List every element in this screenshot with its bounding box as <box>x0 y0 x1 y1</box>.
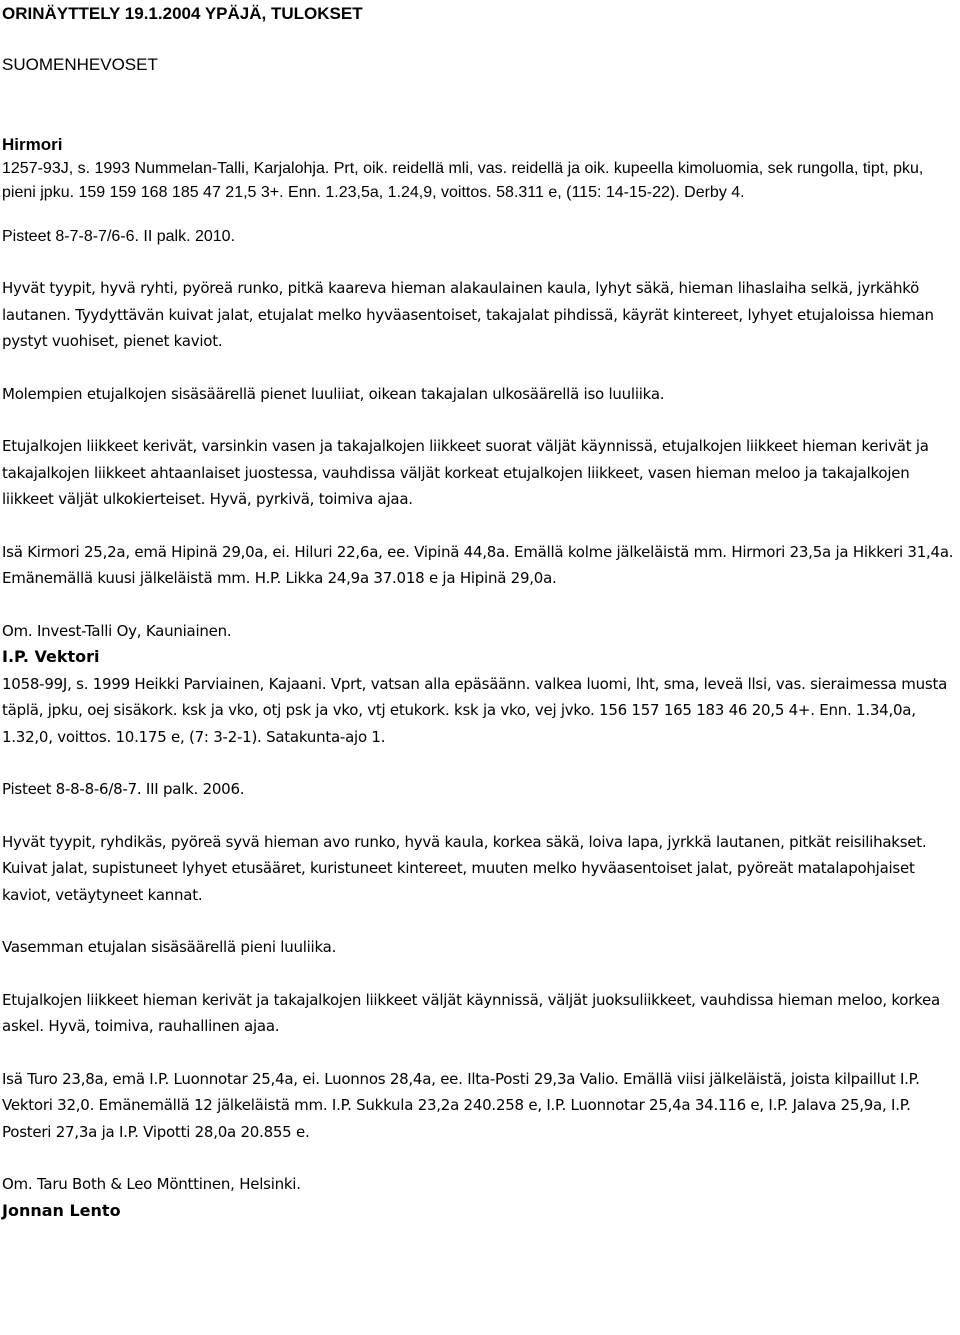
conformation-text: Hyvät tyypit, ryhdikäs, pyöreä syvä hieman avo runko, hyvä kaula, korkea säkä, loiva lapa, jyrkkä lautanen, pitkät reisilihakset. Kuivat jalat, supistuneet lyhyet etusääret, kuristuneet kintereet, muuten melko hyväasentoiset jalat, pyöreät matalapohjaiset kaviot, vetäytyneet kannat. <box>2 832 927 904</box>
movement-text: Etujalkojen liikkeet kerivät, varsinkin vasen ja takajalkojen liikkeet suorat väljät käynnissä, etujalkojen liikkeet hieman kerivät ja takajalkojen liikkeet ahtaanlaiset juostessa, vauhdissa väljät korkeat etujalkojen liikkeet, vasen hieman meloo ja takajalkojen liikkeet väljät ulkokierteiset. Hyvä, pyrkivä, toimiva ajaa. <box>2 437 929 508</box>
horse-score: Pisteet 8-8-8-6/8-7. III palk. 2006. <box>2 780 245 798</box>
owner-text: Om. Invest-Talli Oy, Kauniainen. <box>2 621 232 640</box>
conformation-text: Hyvät tyypit, hyvä ryhti, pyöreä runko, pitkä kaareva hieman alakaulainen kaula, lyhyt säkä, hieman lihaslaiha selkä, jyrkähkö lautanen. Tyydyttävän kuivat jalat, etujalat melko hyväasentoiset, takajalat pihdissä, käyrät kintereet, lyhyet etujaloissa hieman pystyt vuohiset, pienet kaviot. <box>2 279 934 350</box>
horse-name: Jonnan Lento <box>2 1200 121 1220</box>
horse-entry <box>2 644 958 1198</box>
horse-entry <box>2 1198 958 1225</box>
section-title: SUOMENHEVOSET <box>2 55 158 74</box>
horse-score: Pisteet 8-7-8-7/6-6. II palk. 2010. <box>2 228 236 245</box>
horse-name: I.P. Vektori <box>2 647 100 666</box>
owner-text: Om. Taru Both & Leo Mönttinen, Helsinki. <box>2 1175 301 1193</box>
horse-name: Hirmori <box>2 135 63 154</box>
pedigree-text: Isä Turo 23,8a, emä I.P. Luonnotar 25,4a, ei. Luonnos 28,4a, ee. Ilta-Posti 29,3a Valio. Emällä viisi jälkeläistä, joista kilpaillut I.P. Vektori 32,0. Emänemällä 12 jälkeläistä mm. I.P. Sukkula 23,2a 240.258 e, I.P. Luonnotar 25,4a 34.116 e, I.P. Jalava 25,9a, I.P. Posteri 27,3a ja I.P. Vipotti 28,0a 20.855 e. <box>2 1069 920 1141</box>
legs-text: Molempien etujalkojen sisäsäärellä pienet luuliiat, oikean takajalan ulkosäärellä iso luuliika. <box>2 384 665 403</box>
pedigree-text: Isä Kirmori 25,2a, emä Hipinä 29,0a, ei. Hiluri 22,6a, ee. Vipinä 44,8a. Emällä kolme jälkeläistä mm. Hirmori 23,5a ja Hikkeri 31,4a. Emänemällä kuusi jälkeläistä mm. H.P. Likka 24,9a 37.018 e ja Hipinä 29,0a. <box>2 542 954 587</box>
document-page <box>2 0 958 1224</box>
horse-entry <box>2 133 958 644</box>
movement-text: Etujalkojen liikkeet hieman kerivät ja takajalkojen liikkeet väljät käynnissä, väljät juoksuliikkeet, vauhdissa hieman meloo, korkea askel. Hyvä, toimiva, rauhallinen ajaa. <box>2 990 940 1035</box>
horse-details: 1257-93J, s. 1993 Nummelan-Talli, Karjalohja. Prt, oik. reidellä mli, vas. reidellä ja oik. kupeella kimoluomia, sek rungolla, tipt, pku, pieni jpku. 159 159 168 185 47 21,5 3+. Enn. 1.23,5a, 1.24,9, voittos. 58.311 e, (115: 14-15-22). Derby 4. <box>2 160 924 201</box>
page-title: ORINÄYTTELY 19.1.2004 YPÄJÄ, TULOKSET <box>2 4 363 23</box>
legs-text: Vasemman etujalan sisäsäärellä pieni luuliika. <box>2 938 337 956</box>
horse-details: 1058-99J, s. 1999 Heikki Parviainen, Kajaani. Vprt, vatsan alla epäsäänn. valkea luomi, lht, sma, leveä llsi, vas. sieraimessa musta täplä, jpku, oej sisäkork. ksk ja vko, otj psk ja vko, vtj etukork. ksk ja vko, vej jvko. 156 157 165 183 46 20,5 4+. Enn. 1.34,0a, 1.32,0, voittos. 10.175 e, (7: 3-2-1). Satakunta-ajo 1. <box>2 674 948 746</box>
